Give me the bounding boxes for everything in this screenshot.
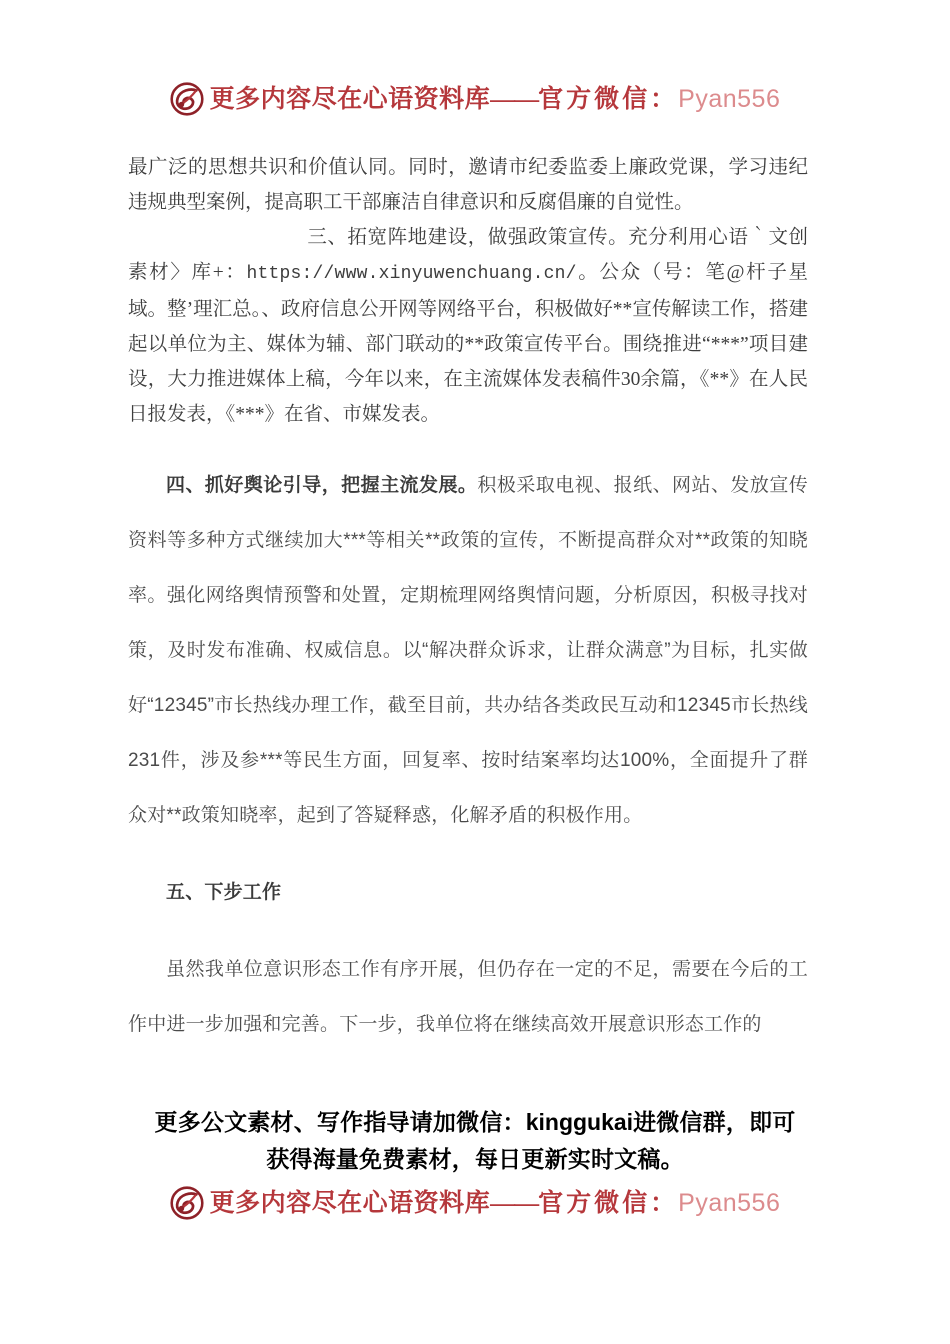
watermark-wechat-id: Pyan556 bbox=[678, 84, 781, 113]
section-four-text: 积极采取电视、报纸、网站、发放宣传资料等多种方式继续加大***等相关**政策的宣传，不断提高群众对**政策的知晓率。强化网络舆情预警和处置，定期梳理网络舆情问题，分析原因，积极寻找对策，及时发布准确、权威信息。以“解决群众诉求，让群众满意”为目标，扎实做好“12345”市长热线办理工作，截至目前，共办结各类政民互动和12345市长热线231件，涉及参***等民生方面，回复率、按时结案率均达100%，全面提升了群众对**政策知晓率，起到了答疑释惑，化解矛盾的积极作用。 bbox=[128, 475, 809, 826]
paragraph-section-four bbox=[128, 458, 808, 843]
cta-wechat-handle: kinggukai bbox=[525, 1109, 634, 1135]
paragraph-section-three bbox=[128, 220, 808, 432]
source-url: https://www.xinyuwenchuang.cn/ bbox=[246, 264, 577, 284]
cta-line1-before: 更多公文素材、写作指导请加微信： bbox=[154, 1109, 526, 1135]
section-three-text-after-url: 。公众（号：笔@杆子星域。整’理汇总。、政府信息公开网等网络平台，积极做好**宣传解读工作，搭建起以单位为主、媒体为辅、部门联动的**政策宣传平台。围绕推进“***”项目建设，大力推进媒体上稿，今年以来，在主流媒体发表稿件30余篇，《**》在人民日报发表，《***》在省、市媒发表。 bbox=[128, 262, 808, 425]
watermark-text: 更多内容尽在心语资料库——官方微信：Pyan556 bbox=[209, 84, 781, 113]
serif-text-block bbox=[128, 150, 808, 432]
document-body bbox=[128, 150, 808, 1052]
spacer bbox=[128, 432, 808, 458]
paragraph-continued: 最广泛的思想共识和价值认同。同时，邀请市纪委监委上廉政党课，学习违纪违规典型案例，提高职工干部廉洁自律意识和反腐倡廉的自觉性。 bbox=[128, 157, 808, 213]
watermark-header bbox=[0, 82, 950, 116]
sans-text-block bbox=[128, 458, 808, 1052]
section-three-heading: 三、拓宽阵地建设，做强政策宣传。 bbox=[307, 227, 629, 248]
spacer bbox=[128, 920, 808, 942]
section-four-heading: 四、抓好舆论引导，把握主流发展。 bbox=[166, 475, 478, 496]
cta-line1-after: 进微信群，即可 bbox=[633, 1109, 796, 1135]
section-three-text-before-url: 充分利用心语｀文创素材〉库+： bbox=[128, 227, 808, 283]
spacer bbox=[128, 843, 808, 865]
watermark-wechat-id: Pyan556 bbox=[678, 1188, 781, 1217]
watermark-footer bbox=[0, 1186, 950, 1220]
section-five-heading: 五、下步工作 bbox=[166, 882, 282, 903]
promo-call-to-action bbox=[128, 1104, 822, 1178]
swirl-seal-logo-icon bbox=[170, 82, 204, 116]
paragraph-section-five: 虽然我单位意识形态工作有序开展，但仍存在一定的不足，需要在今后的工作中进一步加强和完善。下一步，我单位将在继续高效开展意识形态工作的 bbox=[128, 959, 808, 1035]
cta-line2: 获得海量免费素材，每日更新实时文稿。 bbox=[266, 1146, 684, 1172]
swirl-seal-logo-icon bbox=[170, 1186, 204, 1220]
watermark-text: 更多内容尽在心语资料库——官方微信：Pyan556 bbox=[209, 1188, 781, 1217]
